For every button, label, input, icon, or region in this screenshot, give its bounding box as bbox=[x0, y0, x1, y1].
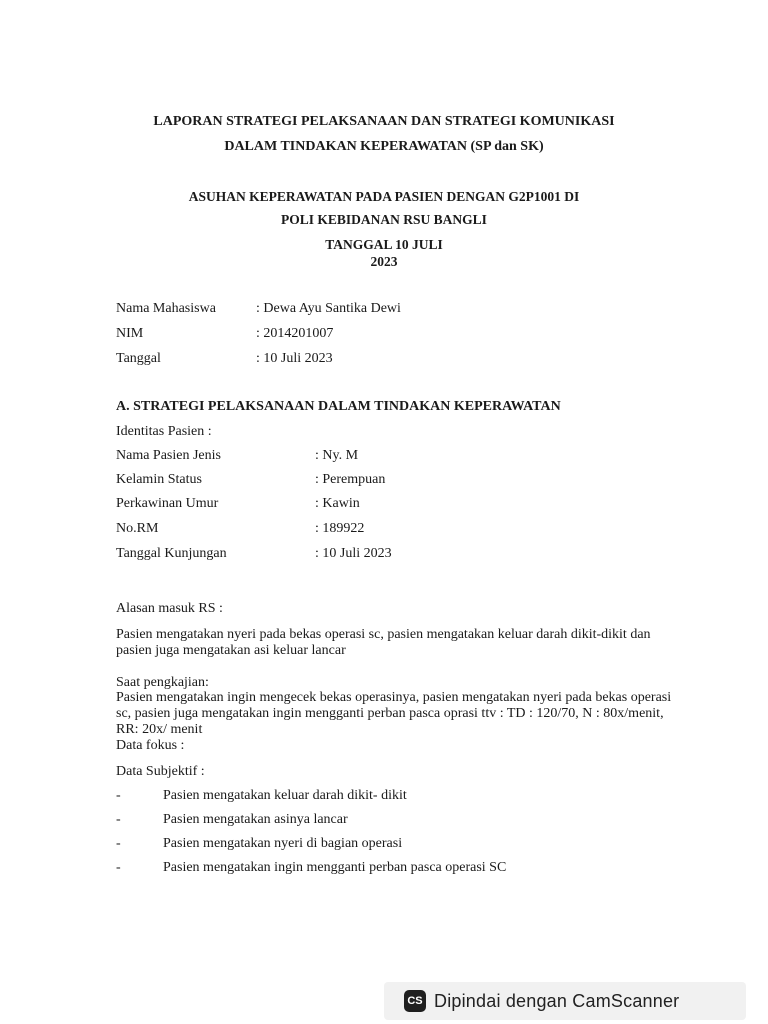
title-line-2: DALAM TINDAKAN KEPERAWATAN (SP dan SK) bbox=[224, 139, 544, 154]
identity-row-label: Tanggal Kunjungan bbox=[116, 546, 227, 561]
section-a-heading: A. STRATEGI PELAKSANAAN DALAM TINDAKAN KEPERAWATAN bbox=[116, 399, 561, 414]
subjective-heading: Data Subjektif : bbox=[116, 764, 205, 779]
bullet-marker: - bbox=[116, 788, 121, 803]
identity-row-value: : Kawin bbox=[315, 496, 360, 511]
reason-text: Pasien mengatakan nyeri pada bekas operasi sc, pasien mengatakan keluar darah dikit-dikit dan pasien juga mengatakan asi keluar lancar bbox=[116, 627, 651, 658]
identity-heading: Identitas Pasien : bbox=[116, 424, 212, 439]
identity-row-value: : 10 Juli 2023 bbox=[315, 546, 392, 561]
subjective-item: Pasien mengatakan keluar darah dikit- dikit bbox=[163, 788, 407, 803]
student-date-label: Tanggal bbox=[116, 351, 161, 366]
watermark-text: Dipindai dengan CamScanner bbox=[434, 990, 680, 1011]
subjective-item: Pasien mengatakan asinya lancar bbox=[163, 812, 348, 827]
date-heading-line-1: TANGGAL 10 JULI bbox=[325, 237, 443, 252]
camscanner-watermark bbox=[384, 982, 746, 1020]
student-nim-value: : 2014201007 bbox=[256, 326, 334, 341]
student-name-label: Nama Mahasiswa bbox=[116, 301, 216, 316]
identity-row-value: : 189922 bbox=[315, 521, 365, 536]
subtitle-line-1: ASUHAN KEPERAWATAN PADA PASIEN DENGAN G2P1001 DI bbox=[188, 189, 580, 204]
identity-row-label: No.RM bbox=[116, 521, 159, 536]
assessment-heading: Saat pengkajian: bbox=[116, 675, 209, 690]
focus-heading: Data fokus : bbox=[116, 738, 185, 753]
student-name-value: : Dewa Ayu Santika Dewi bbox=[256, 301, 401, 316]
subjective-item: Pasien mengatakan ingin mengganti perban pasca operasi SC bbox=[163, 860, 507, 875]
assessment-text: Pasien mengatakan ingin mengecek bekas operasinya, pasien mengatakan nyeri pada bekas operasi sc, pasien juga mengatakan ingin mengganti perban pasca oprasi ttv : TD : 120/70, N : 80x/menit, RR: 20x/ menit bbox=[116, 690, 672, 737]
bullet-marker: - bbox=[116, 812, 121, 827]
title-line-1: LAPORAN STRATEGI PELAKSANAAN DAN STRATEGI KOMUNIKASI bbox=[153, 114, 615, 129]
student-date-value: : 10 Juli 2023 bbox=[256, 351, 333, 366]
identity-row-value: : Perempuan bbox=[315, 472, 386, 487]
identity-row-label: Perkawinan Umur bbox=[116, 496, 219, 511]
identity-row-label: Nama Pasien Jenis bbox=[116, 448, 221, 463]
bullet-marker: - bbox=[116, 860, 121, 875]
student-nim-label: NIM bbox=[116, 326, 144, 341]
reason-heading: Alasan masuk RS : bbox=[116, 601, 223, 616]
bullet-marker: - bbox=[116, 836, 121, 851]
subjective-item: Pasien mengatakan nyeri di bagian operasi bbox=[163, 836, 403, 851]
date-heading-line-2: 2023 bbox=[370, 254, 398, 269]
identity-row-value: : Ny. M bbox=[315, 448, 359, 463]
subtitle-line-2: POLI KEBIDANAN RSU BANGLI bbox=[281, 212, 487, 227]
identity-row-label: Kelamin Status bbox=[116, 472, 202, 487]
camscanner-logo-icon: CS bbox=[404, 990, 426, 1012]
